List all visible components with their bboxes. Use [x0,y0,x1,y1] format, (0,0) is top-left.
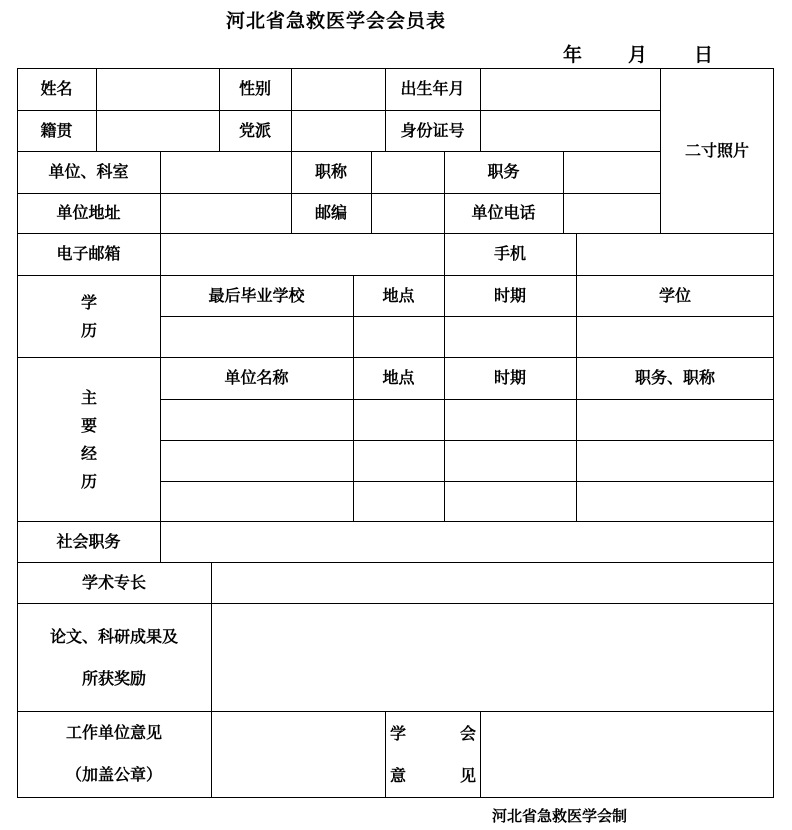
form-title: 河北省急救医学会会员表 [225,10,446,32]
email-label: 电子邮箱 [56,244,121,263]
society-opinion-char-2: 会 [459,724,476,743]
native-label: 籍贯 [40,120,73,140]
society-opinion-char-3: 意 [389,766,406,785]
experience-place-header: 地点 [382,368,415,387]
experience-period-header: 时期 [493,368,526,387]
title-rank-label: 职称 [314,162,347,181]
mobile-label: 手机 [493,244,526,263]
education-degree-header: 学位 [658,285,691,305]
unit-opinion-label: 工作单位意见 [65,723,162,742]
footer-issuer: 河北省急救医学会制 [492,807,628,825]
experience-label: 主 要 经 历 [80,388,97,491]
party-label: 党派 [238,120,271,140]
education-label: 学 历 [80,293,97,340]
gender-label: 性别 [238,79,271,98]
unit-address-label: 单位地址 [56,203,121,222]
unit-phone-label: 单位电话 [471,203,536,222]
date-month-label: 月 [628,44,648,66]
education-place-header: 地点 [382,285,415,305]
name-label: 姓名 [40,79,73,98]
experience-unit-header: 单位名称 [224,368,289,387]
education-school-header: 最后毕业学校 [208,285,305,305]
photo-placeholder: 二寸照片 [684,140,749,160]
date-year-label: 年 [563,44,583,66]
birth-label: 出生年月 [400,79,465,98]
papers-label-line2: 所获奖励 [81,669,146,688]
position-label: 职务 [487,162,520,181]
unit-dept-label: 单位、科室 [48,162,129,181]
postcode-label: 邮编 [314,203,347,222]
papers-label-line1: 论文、科研成果及 [49,627,178,646]
id-number-label: 身份证号 [400,120,465,140]
society-opinion-char-1: 学 [389,724,406,743]
unit-seal-note: （加盖公章） [65,765,162,784]
society-opinion-char-4: 见 [459,766,476,785]
education-period-header: 时期 [493,285,526,305]
social-post-label: 社会职务 [56,531,121,551]
expertise-label: 学术专长 [81,572,146,592]
date-day-label: 日 [694,44,714,66]
experience-position-header: 职务、职称 [634,368,715,387]
